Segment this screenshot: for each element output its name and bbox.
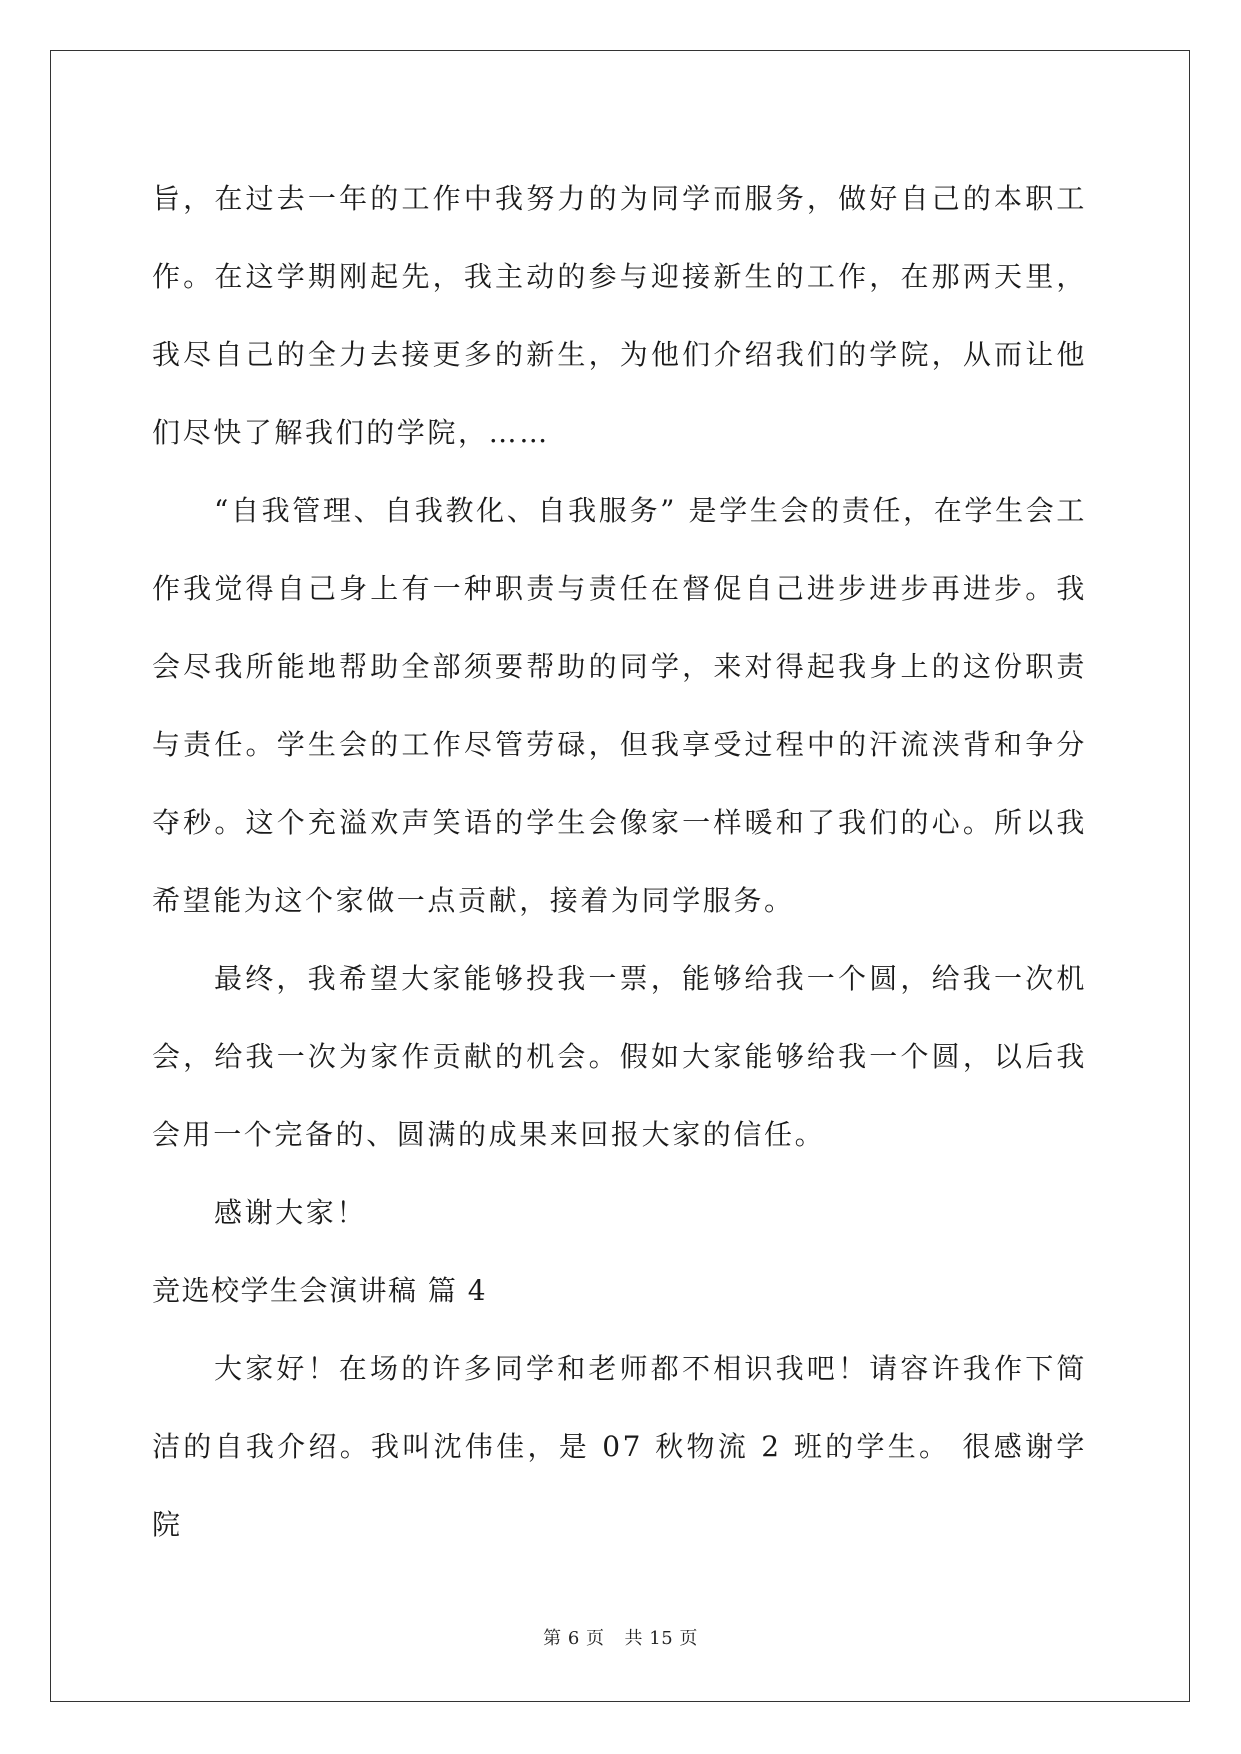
document-body [152,160,1087,1564]
page-number: 第 6 页 [543,1628,605,1649]
paragraph-1: 旨，在过去一年的工作中我努力的为同学而服务，做好自己的本职工作。在这学期刚起先，我主动的参与迎接新生的工作，在那两天里，我尽自己的全力去接更多的新生，为他们介绍我们的学院，从而让他们尽快了解我们的学院，…… [152,182,1087,449]
page-footer [0,1627,1241,1651]
paragraph-3: 最终，我希望大家能够投我一票，能够给我一个圆，给我一次机会，给我一次为家作贡献的机会。假如大家能够给我一个圆，以后我会用一个完备的、圆满的成果来回报大家的信任。 [152,962,1087,1151]
paragraph-2: “自我管理、自我教化、自我服务” 是学生会的责任，在学生会工作我觉得自己身上有一种职责与责任在督促自己进步进步再进步。我会尽我所能地帮助全部须要帮助的同学，来对得起我身上的这份职责与责任。学生会的工作尽管劳碌，但我享受过程中的汗流浃背和争分夺秒。这个充溢欢声笑语的学生会像家一样暖和了我们的心。所以我希望能为这个家做一点贡献，接着为同学服务。 [152,494,1087,917]
page-total: 共 15 页 [624,1628,698,1649]
paragraph-5: 大家好！在场的许多同学和老师都不相识我吧！请容许我作下简洁的自我介绍。我叫沈伟佳，是 07 秋物流 2 班的学生。 很感谢学院 [152,1352,1087,1541]
paragraph-thanks: 感谢大家！ [214,1196,368,1229]
section-heading: 竞选校学生会演讲稿 篇 4 [152,1274,488,1307]
